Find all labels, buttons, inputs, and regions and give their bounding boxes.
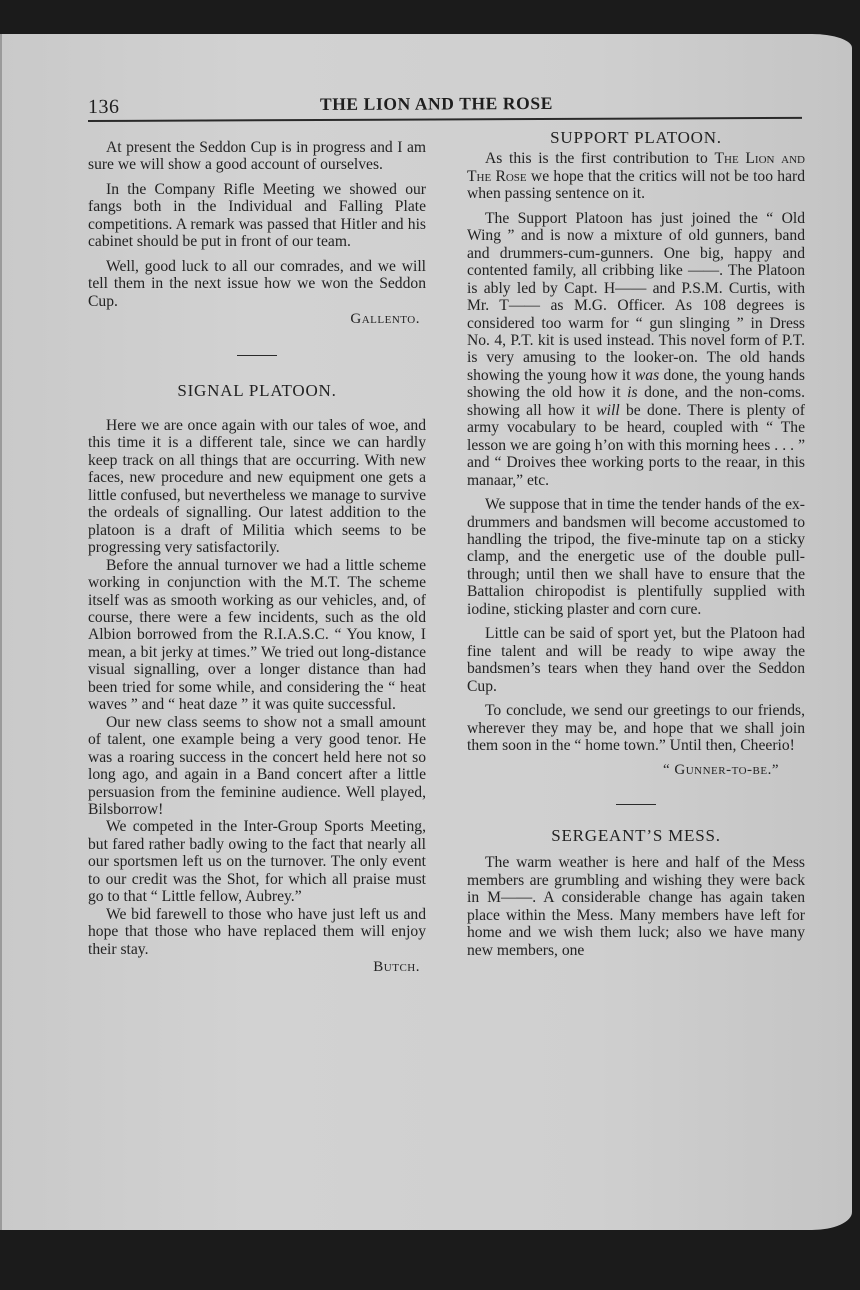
signature-gallento: Gallento. xyxy=(350,311,420,328)
text-run: As this is the first contribution to xyxy=(485,150,715,168)
emphasis: is xyxy=(627,384,638,402)
paragraph: At present the Seddon Cup is in progress and I am sure we will show a good account of ourselves. xyxy=(88,139,426,174)
text-run: done, and the non-coms. showing all how it xyxy=(467,384,805,419)
signature-gunner-to-be: “ Gunner-to-be.” xyxy=(662,762,779,779)
paragraph xyxy=(467,210,805,489)
emphasis: was xyxy=(634,366,660,384)
running-head xyxy=(88,81,802,122)
paragraph: Well, good luck to all our comrades, and we will tell them in the next issue how we won the Seddon Cup. xyxy=(88,257,426,310)
section-divider xyxy=(616,804,656,805)
signature-butch: Butch. xyxy=(373,959,420,976)
paragraph: We bid farewell to those who have just left us and hope that those who have replaced them will enjoy their stay. xyxy=(88,905,426,958)
paragraph xyxy=(467,150,805,202)
intro-section xyxy=(88,139,426,329)
paragraph: The warm weather is here and half of the Mess members are grumbling and wishing they were back in M——. A considerable change has again taken place within the Mess. Many members have left for home and we wish them luck; also we have many new members, one xyxy=(467,854,805,959)
section-heading: SIGNAL PLATOON. xyxy=(177,380,337,400)
paragraph: To conclude, we send our greetings to our friends, wherever they may be, and hope that we shall join them soon in the “ home town.” Until then, Cheerio! xyxy=(467,702,805,754)
left-column xyxy=(88,139,426,976)
text-run: The Support Platoon has just joined the “ Old Wing ” and is now a mixture of old gunners, band and drummers-cum-gunners. One big, happy and contented family, all cribbing like ——. The Platoon is ably led by Capt. H—— and P.S.M. Curtis, with Mr. T—— as M.G. Officer. As 108 degrees is considered too warm for “ gun slinging ” in Dress No. 4, P.T. kit is used instead. This novel form of P.T. is very amusing to the looker-on. The old hands showing the young how it xyxy=(467,209,805,384)
paragraph: Before the annual turnover we had a little scheme working in conjunction with the M.T. The scheme itself was as smooth working as our vehicles, and, of course, there were a few incidents, such as the old Albion borrowed from the R.I.A.S.C. “ You know, I mean, a bit jerky at times.” We tried out long-distance visual signalling, over a longer distance than had been tried for some while, and considering the “ heat waves ” and “ heat daze ” it was quite successful. xyxy=(88,556,426,714)
support-platoon-section xyxy=(467,129,805,780)
text-run: done, the young hands showing the old how it xyxy=(467,366,805,402)
paragraph: We competed in the Inter-Group Sports Meeting, but fared rather badly owing to the fact that nearly all our sportsmen left us on the turnover. The only event to our credit was the Shot, for which all praise must go to that “ Little fellow, Aubrey.” xyxy=(88,818,426,906)
paragraph: In the Company Rifle Meeting we showed our fangs both in the Individual and Falling Plate competitions. A remark was passed that Hitler and his cabinet should be put in front of our team. xyxy=(88,180,426,251)
text-run: be done. There is plenty of army vocabulary to be heard, coupled with “ The lesson we are going h’on with this morning hees . . . ” and “ Droives thee working ports to the reaar, in this manaar,” etc. xyxy=(467,401,805,489)
journal-title: THE LION AND THE ROSE xyxy=(319,92,554,114)
signal-platoon-section xyxy=(88,382,426,977)
page-number: 136 xyxy=(87,95,120,119)
journal-name-smallcaps: The Lion and The Rose xyxy=(467,150,805,185)
text-run: we hope that the critics will not be too hard when passing sentence on it. xyxy=(467,167,805,203)
section-heading: SERGEANT’S MESS. xyxy=(551,825,721,845)
paragraph: Here we are once again with our tales of woe, and this time it is a different tale, since we can hardly keep track on all things that are occurring. With new faces, new procedure and new equipment one gets a little confused, but nevertheless we manage to survive the ordeals of signalling. Our latest addition to the platoon is a draft of Militia which seems to be progressing very satisfactorily. xyxy=(88,416,426,557)
right-column xyxy=(467,129,805,959)
emphasis: will xyxy=(596,401,620,419)
section-divider xyxy=(237,355,277,356)
paragraph: Our new class seems to show not a small amount of talent, one example being a very good tenor. He was a roaring success in the concert held here not so long ago, and again in a Band concert after a little persuasion from the feminine audience. Well played, Bilsborrow! xyxy=(88,713,426,818)
section-heading: SUPPORT PLATOON. xyxy=(550,128,722,147)
paragraph: Little can be said of sport yet, but the Platoon had fine talent and will be ready to wipe away the bandsmen’s tears when they hand over the Seddon Cup. xyxy=(467,625,805,695)
paragraph: We suppose that in time the tender hands of the ex-drummers and bandsmen will become accustomed to handling the tripod, the five-minute tap on a sticky clamp, and the energetic use of the double pull-through; until then we shall have to ensure that the Battalion chiropodist is plentifully supplied with iodine, sticking plaster and corn cure. xyxy=(467,496,805,618)
sergeants-mess-section xyxy=(467,827,805,959)
